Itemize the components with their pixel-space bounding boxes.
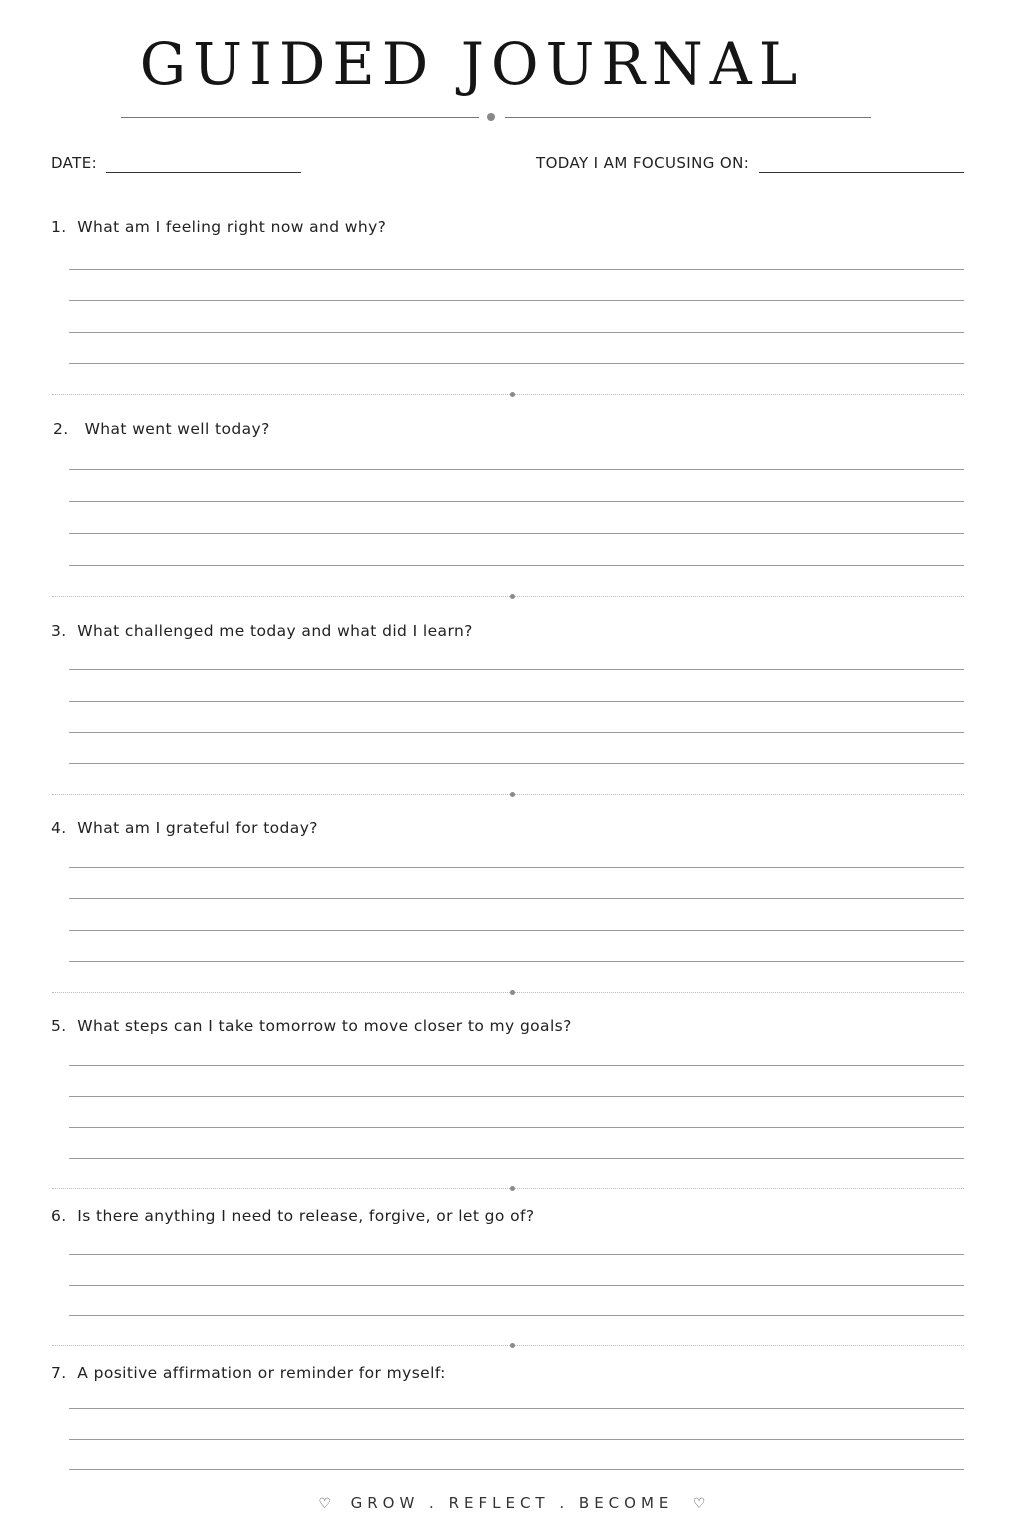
writing-line[interactable] bbox=[69, 1127, 964, 1128]
writing-line[interactable] bbox=[69, 1254, 964, 1255]
writing-line[interactable] bbox=[69, 701, 964, 702]
question-2 bbox=[53, 420, 270, 438]
writing-line[interactable] bbox=[69, 867, 964, 868]
footer-text: GROW . REFLECT . BECOME bbox=[350, 1494, 674, 1512]
section-separator bbox=[52, 1188, 964, 1189]
section-separator bbox=[52, 1345, 964, 1346]
date-field[interactable] bbox=[106, 172, 301, 173]
writing-line[interactable] bbox=[69, 533, 964, 534]
question-5 bbox=[51, 1017, 572, 1035]
question-number: 6. bbox=[51, 1207, 67, 1225]
question-4 bbox=[51, 819, 318, 837]
writing-line[interactable] bbox=[69, 1439, 964, 1440]
section-separator bbox=[52, 794, 964, 795]
question-text: What am I grateful for today? bbox=[77, 819, 318, 837]
date-label: DATE: bbox=[51, 154, 98, 172]
question-6 bbox=[51, 1207, 534, 1225]
separator-dot bbox=[510, 792, 515, 797]
writing-line[interactable] bbox=[69, 332, 964, 333]
writing-line[interactable] bbox=[69, 565, 964, 566]
writing-line[interactable] bbox=[69, 469, 964, 470]
section-separator bbox=[52, 992, 964, 993]
question-text: A positive affirmation or reminder for myself: bbox=[77, 1364, 446, 1382]
question-text: What challenged me today and what did I learn? bbox=[77, 622, 473, 640]
focus-field[interactable] bbox=[759, 172, 964, 173]
title-divider-dot bbox=[487, 113, 495, 121]
separator-dot bbox=[510, 1186, 515, 1191]
question-1 bbox=[51, 218, 386, 236]
writing-line[interactable] bbox=[69, 1158, 964, 1159]
writing-line[interactable] bbox=[69, 1408, 964, 1409]
question-7 bbox=[51, 1364, 446, 1382]
question-text: What am I feeling right now and why? bbox=[77, 218, 387, 236]
writing-line[interactable] bbox=[69, 763, 964, 764]
writing-line[interactable] bbox=[69, 300, 964, 301]
question-text: What steps can I take tomorrow to move closer to my goals? bbox=[77, 1017, 572, 1035]
heart-outline-icon: ♡ bbox=[318, 1496, 332, 1512]
heart-outline-icon: ♡ bbox=[692, 1496, 706, 1512]
footer-tagline bbox=[0, 1494, 1024, 1512]
writing-line[interactable] bbox=[69, 898, 964, 899]
writing-line[interactable] bbox=[69, 732, 964, 733]
question-text: Is there anything I need to release, forgive, or let go of? bbox=[77, 1207, 535, 1225]
title-divider-right bbox=[505, 117, 871, 118]
separator-dot bbox=[510, 594, 515, 599]
writing-line[interactable] bbox=[69, 501, 964, 502]
question-number: 4. bbox=[51, 819, 67, 837]
question-number: 5. bbox=[51, 1017, 67, 1035]
separator-dot bbox=[510, 990, 515, 995]
writing-line[interactable] bbox=[69, 269, 964, 270]
question-text: What went well today? bbox=[84, 420, 270, 438]
title-divider-left bbox=[121, 117, 479, 118]
question-number: 7. bbox=[51, 1364, 67, 1382]
focus-label: TODAY I AM FOCUSING ON: bbox=[536, 154, 750, 172]
writing-line[interactable] bbox=[69, 1096, 964, 1097]
writing-line[interactable] bbox=[69, 363, 964, 364]
writing-line[interactable] bbox=[69, 1065, 964, 1066]
writing-line[interactable] bbox=[69, 1285, 964, 1286]
question-number: 1. bbox=[51, 218, 67, 236]
writing-line[interactable] bbox=[69, 1469, 964, 1470]
writing-line[interactable] bbox=[69, 961, 964, 962]
writing-line[interactable] bbox=[69, 669, 964, 670]
section-separator bbox=[52, 394, 964, 395]
separator-dot bbox=[510, 392, 515, 397]
question-number: 3. bbox=[51, 622, 67, 640]
question-3 bbox=[51, 622, 473, 640]
separator-dot bbox=[510, 1343, 515, 1348]
writing-line[interactable] bbox=[69, 930, 964, 931]
page-title: GUIDED JOURNAL bbox=[139, 30, 805, 98]
section-separator bbox=[52, 596, 964, 597]
writing-line[interactable] bbox=[69, 1315, 964, 1316]
question-number: 2. bbox=[53, 420, 69, 438]
